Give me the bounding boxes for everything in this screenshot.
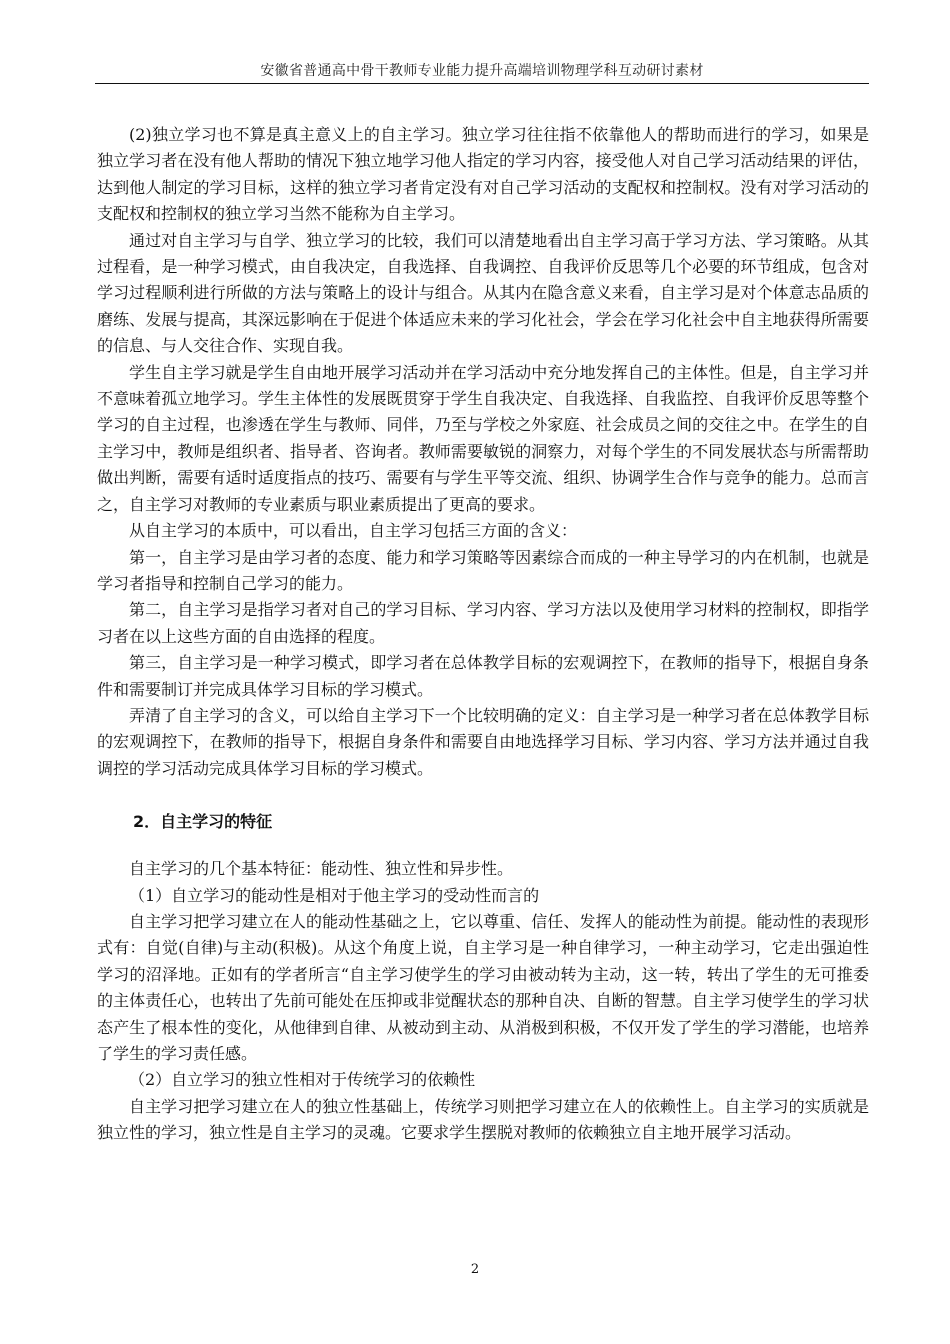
paragraph-meaning-third: 第三，自主学习是一种学习模式，即学习者在总体教学目标的宏观调控下，在教师的指导下，根据自身条件和需要制订并完成具体学习目标的学习模式。 xyxy=(97,653,869,699)
paragraph-initiative: 自主学习把学习建立在人的能动性基础之上，它以尊重、信任、发挥人的能动性为前提。能动性的表现形式有：自觉(自律)与主动(积极)。从这个角度上说，自主学习是一种自律学习，一种主动学习，它走出强迫性学习的沼泽地。正如有的学者所言“自主学习使学生的学习由被动转为主动，这一转，转出了学生的无可推委的主体责任心，也转出了先前可能处在压抑或非觉醒状态的那种自决、自断的智慧。自主学习使学生的学习状态产生了根本性的变化，从他律到自律、从被动到主动、从消极到积极，不仅开发了学生的学习潜能，也培养了学生的学习责任感。 xyxy=(97,911,869,1063)
page-body xyxy=(97,122,869,1147)
page-number: 2 xyxy=(470,1262,480,1277)
paragraph-student-autonomy: 学生自主学习就是学生自由地开展学习活动并在学习活动中充分地发挥自己的主体性。但是，自主学习并不意味着孤立地学习。学生主体性的发展既贯穿于学生自我决定、自我选择、自我监控、自我评价反思等整个学习的自主过程，也渗透在学生与教师、同伴，乃至与学校之外家庭、社会成员之间的交往之中。在学生的自主学习中，教师是组织者、指导者、咨询者。教师需要敏锐的洞察力，对每个学生的不同发展状态与所需帮助做出判断，需要有适时适度指点的技巧、需要有与学生平等交流、组织、协调学生合作与竞争的能力。总而言之，自主学习对教师的专业素质与职业素质提出了更高的要求。 xyxy=(97,362,869,514)
paragraph-meaning-first: 第一，自主学习是由学习者的态度、能力和学习策略等因素综合而成的一种主导学习的内在机制，也就是学习者指导和控制自己学习的能力。 xyxy=(97,547,869,593)
paragraph-definition: 弄清了自主学习的含义，可以给自主学习下一个比较明确的定义：自主学习是一种学习者在总体教学目标的宏观调控下，在教师的指导下，根据自身条件和需要自由地选择学习目标、学习内容、学习方法并通过自我调控的学习活动完成具体学习目标的学习模式。 xyxy=(97,705,869,778)
paragraph-features-intro: 自主学习的几个基本特征：能动性、独立性和异步性。 xyxy=(129,859,514,879)
paragraph-comparison: 通过对自主学习与自学、独立学习的比较，我们可以清楚地看出自主学习高于学习方法、学习策略。从其过程看，是一种学习模式，由自我决定，自我选择、自我调控、自我评价反思等几个必要的环节组成，包含对学习过程顺利进行所做的方法与策略上的设计与组合。从其内在隐含意义来看，自主学习是对个体意志品质的磨练、发展与提高，其深远影响在于促进个体适应未来的学习化社会，学会在学习化社会中自主地获得所需要的信息、与人交往合作、实现自我。 xyxy=(97,230,869,356)
paragraph-meaning-second: 第二，自主学习是指学习者对自己的学习目标、学习内容、学习方法以及使用学习材料的控制权，即指学习者在以上这些方面的自由选择的程度。 xyxy=(97,600,869,646)
header-divider xyxy=(95,83,869,84)
page-header-title: 安徽省普通高中骨干教师专业能力提升高端培训物理学科互动研讨素材 xyxy=(260,63,704,79)
paragraph-independent-learning: (2)独立学习也不算是真主意义上的自主学习。独立学习往往指不依靠他人的帮助而进行的学习，如果是独立学习者在没有他人帮助的情况下独立地学习他人指定的学习内容，接受他人对自己学习活动结果的评估，达到他人制定的学习目标，这样的独立学习者肯定没有对自己学习活动的支配权和控制权。没有对学习活动的支配权和控制权的独立学习当然不能称为自主学习。 xyxy=(97,125,869,224)
paragraph-three-meanings-intro: 从自主学习的本质中，可以看出，自主学习包括三方面的含义： xyxy=(129,521,578,541)
subheading-initiative: （1）自立学习的能动性是相对于他主学习的受动性而言的 xyxy=(129,885,540,905)
paragraph-independence: 自主学习把学习建立在人的独立性基础上，传统学习则把学习建立在人的依赖性上。自主学习的实质就是独立性的学习，独立性是自主学习的灵魂。它要求学生摆脱对教师的依赖独立自主地开展学习活动。 xyxy=(97,1096,869,1143)
section-heading: 2．自主学习的特征 xyxy=(133,812,273,832)
subheading-independence: （2）自立学习的独立性相对于传统学习的依赖性 xyxy=(129,1070,476,1090)
